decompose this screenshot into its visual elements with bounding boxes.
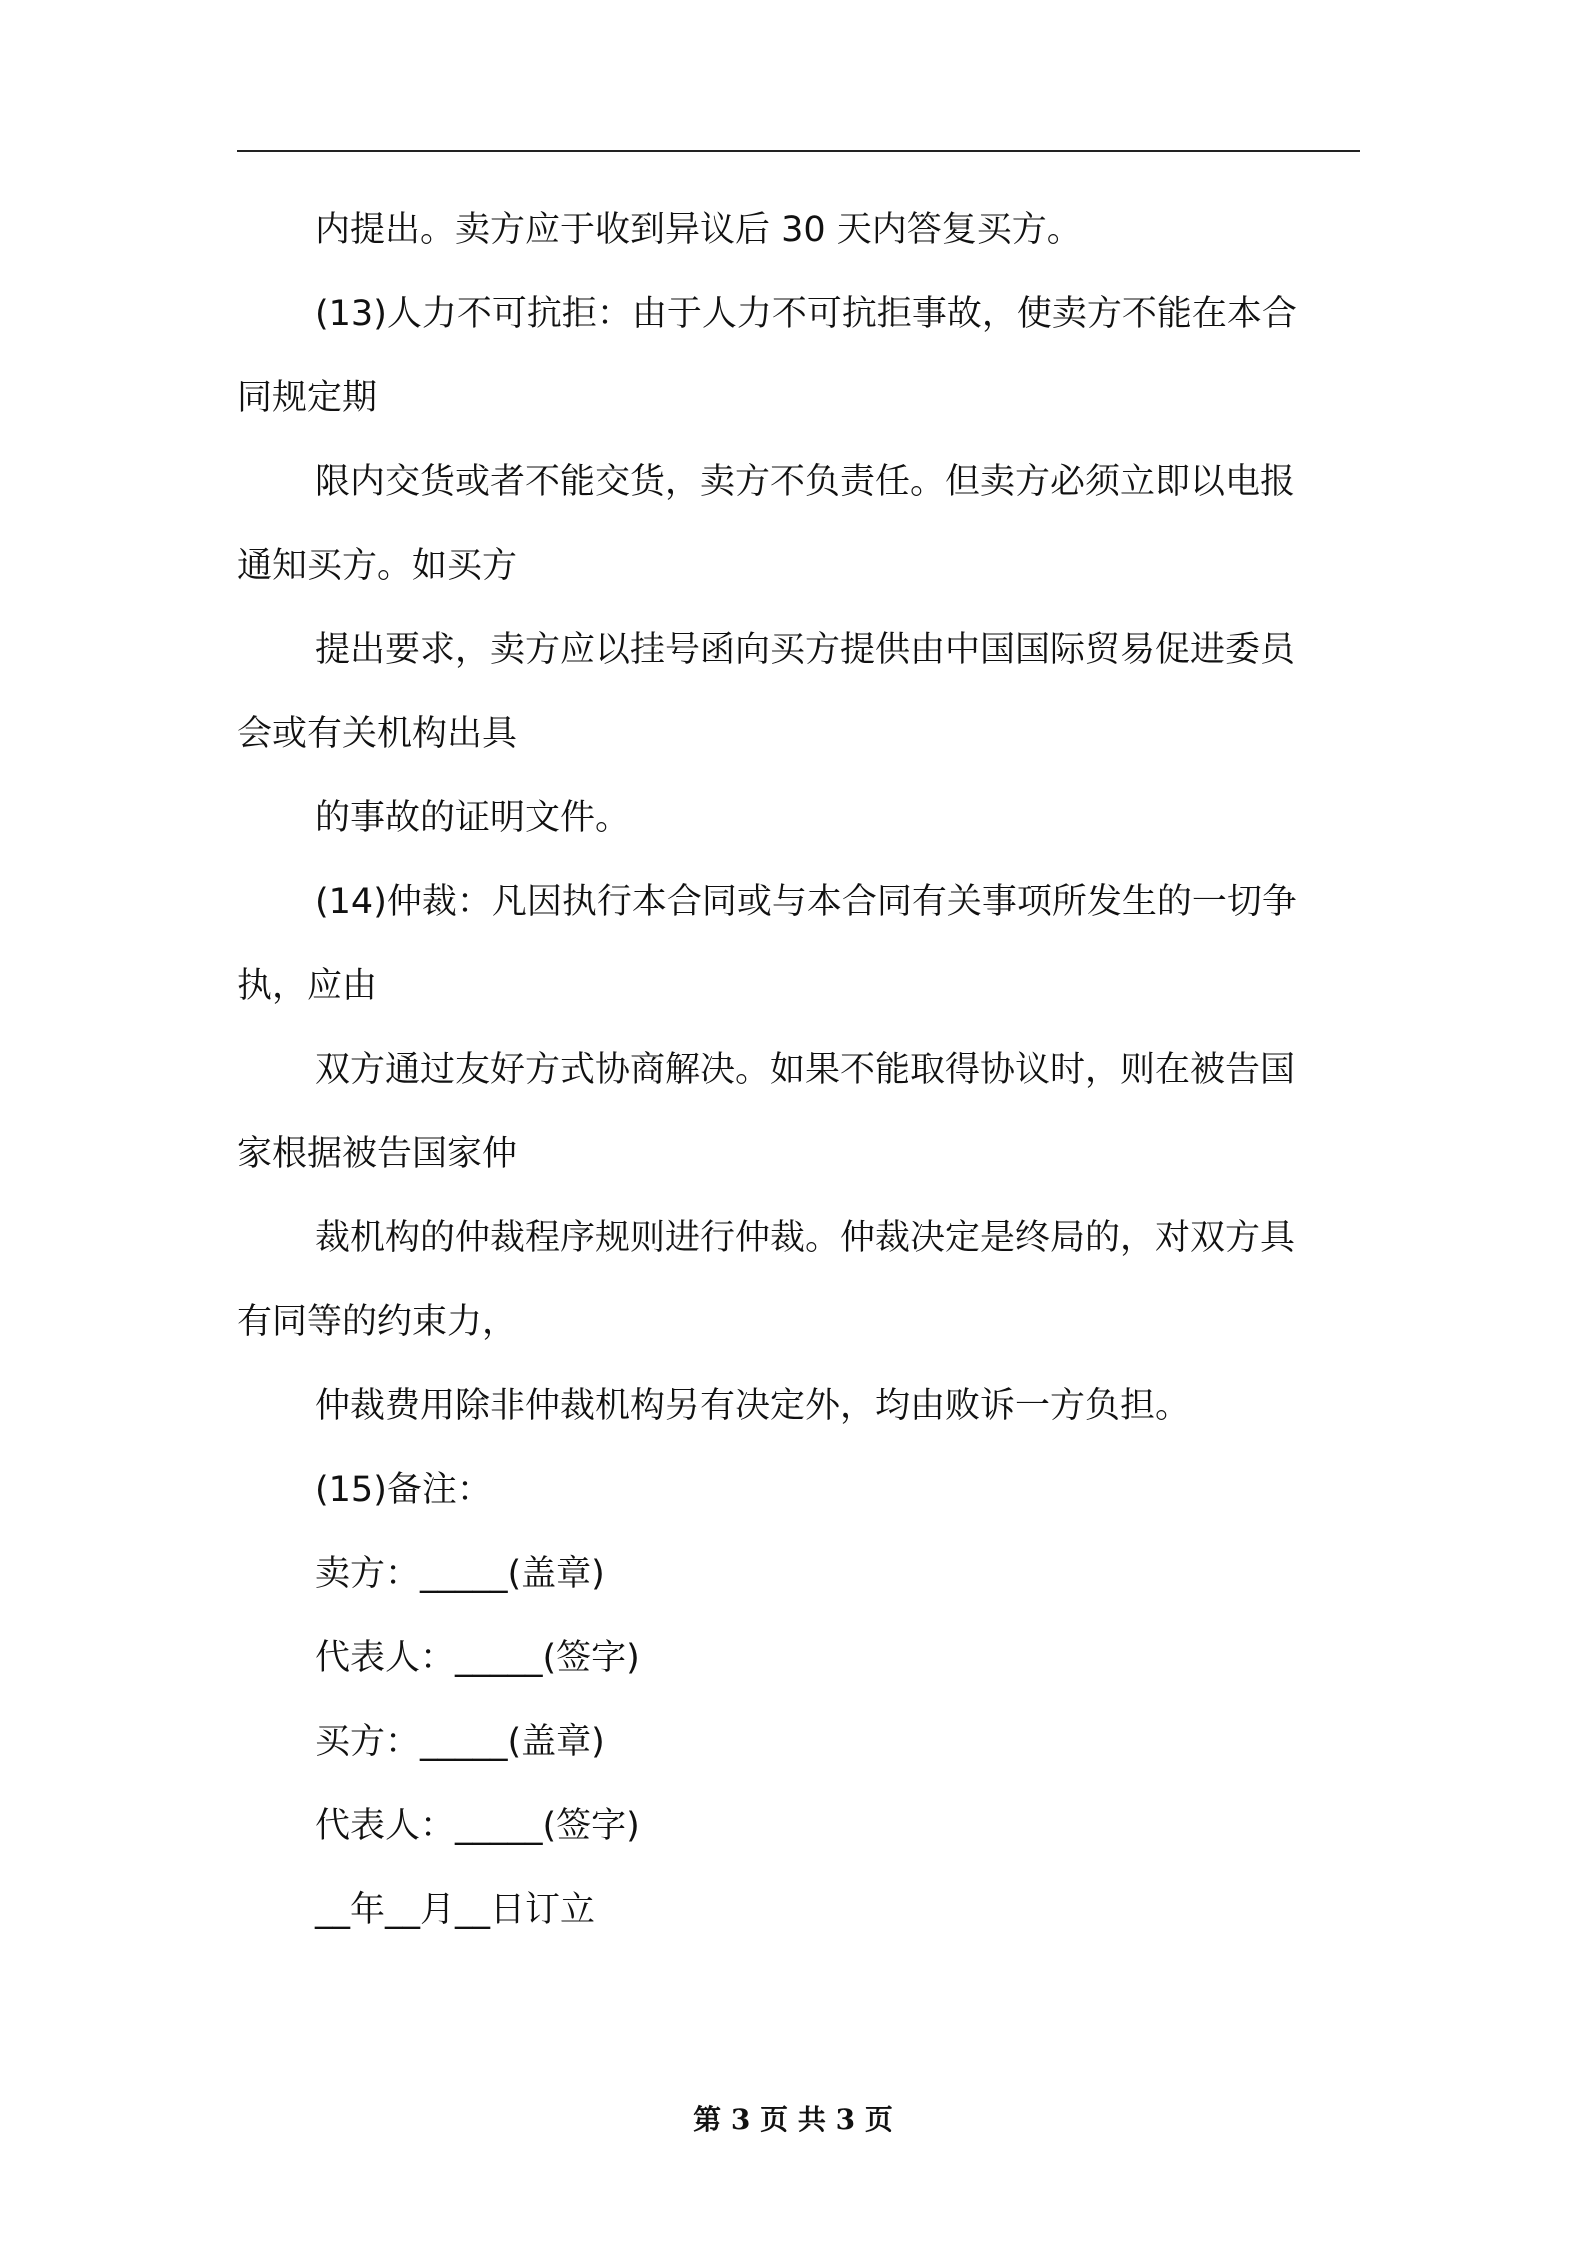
signing-date-line [237,1868,1360,1952]
paragraph-line: (15)备注： [315,1470,492,1510]
paragraph-force-majeure-title [237,272,1360,440]
header-rule [237,150,1360,152]
paragraph-line: 提出要求，卖方应以挂号函向买方提供由中国国际贸易促进委员 [315,630,1296,670]
paragraph-line: (14)仲裁：凡因执行本合同或与本合同有关事项所发生的一切争 [315,882,1297,922]
paragraph-line: 的事故的证明文件。 [315,798,631,838]
buyer-seal-line [237,1700,1360,1784]
paragraph-line: 仲裁费用除非仲裁机构另有决定外，均由败诉一方负担。 [315,1386,1191,1426]
paragraph-line: 卖方：_____(盖章) [315,1554,605,1594]
paragraph-line: 通知买方。如买方 [237,546,518,586]
paragraph-arbitration-negotiation [237,1028,1360,1196]
paragraph-certificate [237,776,1360,860]
paragraph-line: 执，应由 [237,966,378,1006]
paragraph-line: 家根据被告国家仲 [237,1134,518,1174]
paragraph-line: 会或有关机构出具 [237,714,518,754]
paragraph-remarks [237,1448,1360,1532]
page-number: 第 3 页 共 3 页 [693,2103,893,2136]
paragraph-line: 有同等的约束力， [237,1302,518,1342]
paragraph-objection-reply [237,188,1360,272]
paragraph-line: 代表人：_____(签字) [315,1638,640,1678]
paragraph-line: 代表人：_____(签字) [315,1806,640,1846]
paragraph-line: 限内交货或者不能交货，卖方不负责任。但卖方必须立即以电报 [315,462,1296,502]
buyer-representative-signature-line [237,1784,1360,1868]
seller-representative-signature-line [237,1616,1360,1700]
seller-seal-line [237,1532,1360,1616]
paragraph-force-majeure-proof [237,608,1360,776]
paragraph-force-majeure-notice [237,440,1360,608]
paragraph-line: 买方：_____(盖章) [315,1722,605,1762]
paragraph-line: __年__月__日订立 [315,1890,596,1930]
paragraph-arbitration-title [237,860,1360,1028]
paragraph-arbitration-fees [237,1364,1360,1448]
paragraph-line: 双方通过友好方式协商解决。如果不能取得协议时，则在被告国 [315,1050,1296,1090]
paragraph-line: 内提出。卖方应于收到异议后 30 天内答复买方。 [315,210,1082,250]
paragraph-line: 裁机构的仲裁程序规则进行仲裁。仲裁决定是终局的，对双方具 [315,1218,1296,1258]
paragraph-line: (13)人力不可抗拒：由于人力不可抗拒事故，使卖方不能在本合 [315,294,1297,334]
paragraph-arbitration-final [237,1196,1360,1364]
paragraph-line: 同规定期 [237,378,378,418]
